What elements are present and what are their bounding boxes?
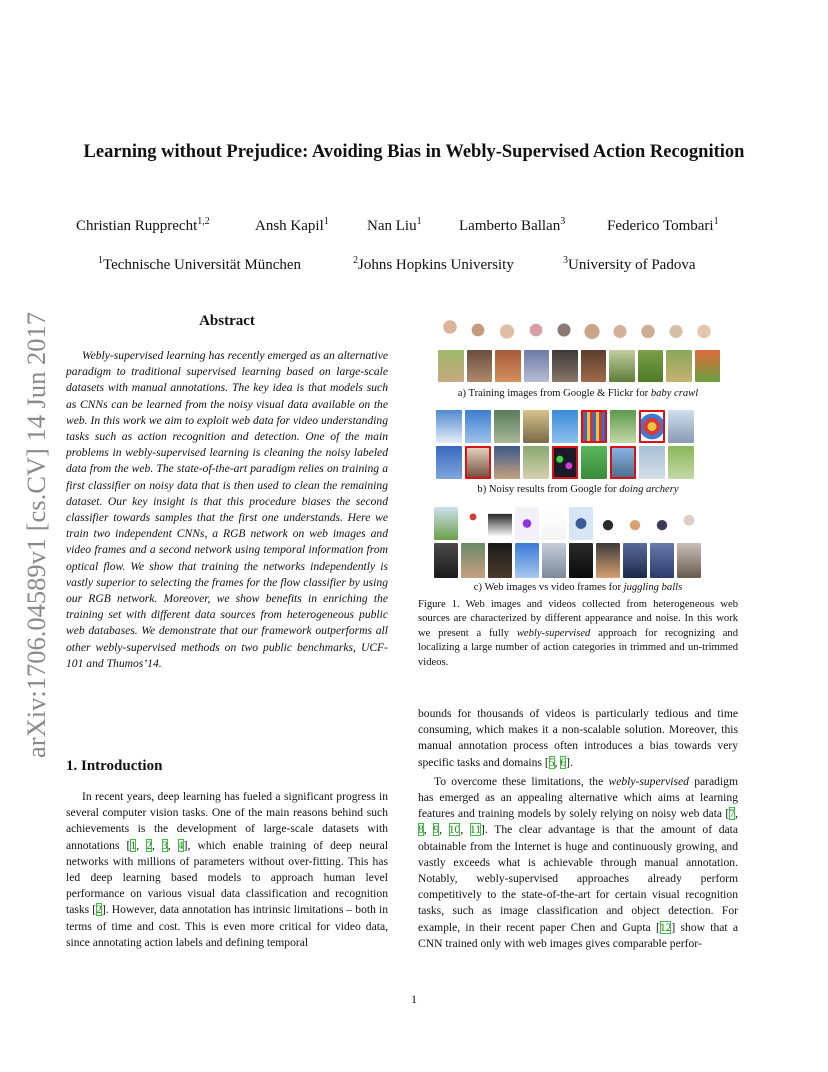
noisy-image-thumbnail	[552, 446, 578, 479]
image-thumbnail	[581, 446, 607, 479]
noisy-image-thumbnail	[581, 410, 607, 443]
image-thumbnail	[436, 446, 462, 479]
figure-1a-caption: a) Training images from Google & Flickr for baby crawl	[457, 388, 699, 399]
image-thumbnail	[552, 315, 576, 345]
image-thumbnail	[664, 315, 688, 345]
affiliation-1: $^1$Technische Universität München	[98, 255, 302, 273]
figure-1a-strip-bottom	[438, 350, 720, 382]
citation-link[interactable]: 8	[418, 823, 424, 837]
image-thumbnail	[608, 315, 632, 345]
author-3: Nan Liu$^1$	[367, 216, 422, 234]
paper-title: Learning without Prejudice: Avoiding Bias in Webly-Supervised Action Recognition	[83, 142, 745, 162]
citation-link[interactable]: 11	[469, 823, 482, 837]
citation-link[interactable]: 1	[130, 838, 137, 852]
image-thumbnail	[650, 507, 674, 540]
image-thumbnail	[438, 350, 464, 382]
citation-link[interactable]: 7	[729, 807, 736, 821]
noisy-image-thumbnail	[639, 410, 665, 443]
author-1: Christian Rupprecht$^{1,2}$	[76, 216, 210, 234]
author-5: Federico Tombari$^1$	[607, 216, 719, 234]
figure-1c-strip-bottom	[434, 543, 720, 578]
image-thumbnail	[610, 410, 636, 443]
image-thumbnail	[461, 507, 485, 540]
image-thumbnail	[467, 350, 493, 382]
image-thumbnail	[691, 315, 717, 345]
image-thumbnail	[677, 507, 701, 540]
image-thumbnail	[542, 543, 566, 578]
image-thumbnail	[635, 315, 661, 345]
author-list	[60, 218, 768, 238]
noisy-image-thumbnail	[610, 446, 636, 479]
image-thumbnail	[436, 410, 462, 443]
image-thumbnail	[465, 410, 491, 443]
image-thumbnail	[695, 350, 721, 382]
image-thumbnail	[523, 315, 549, 345]
author-4: Lamberto Ballan$^3$	[459, 216, 566, 234]
image-thumbnail	[542, 507, 566, 540]
image-thumbnail	[495, 350, 521, 382]
image-thumbnail	[569, 543, 593, 578]
right-paragraph-2: To overcome these limitations, the webly-supervised paradigm has emerged as an appealing alternative which aims at learning features and training models by solely relying on noisy web data [7, 8, 9, 10, 11]. The clear advantage is that the amount of data obtainable from the Internet is huge and continuously growing, and vastly exceeds what is achievable through manual annotation. Notably, webly-supervised approaches already perform competitively to the state-of-the-art for certain visual recognition tasks, such as image classification and object detection. For example, in their recent paper Chen and Gupta [12] show that a CNN trained only with web images gives comparable perfor-	[418, 774, 739, 950]
image-thumbnail	[523, 446, 549, 479]
image-thumbnail	[609, 350, 635, 382]
image-thumbnail	[465, 315, 491, 345]
image-thumbnail	[515, 543, 539, 578]
image-thumbnail	[552, 350, 578, 382]
citation-link[interactable]: 2	[96, 903, 102, 917]
intro-heading: 1. Introduction	[66, 758, 163, 774]
figure-1b-strip-top	[436, 410, 720, 443]
right-paragraph-1: bounds for thousands of videos is particularly tedious and time consuming, which makes it a non-scalable solution. Moreover, this manual annotation process often introduces a bias towards very specific tasks and domains [5, 6].	[418, 707, 738, 769]
image-thumbnail	[623, 543, 647, 578]
abstract-heading: Abstract	[199, 313, 255, 329]
citation-link[interactable]: 4	[177, 838, 184, 852]
image-thumbnail	[596, 507, 620, 540]
noisy-image-thumbnail	[465, 446, 491, 479]
image-thumbnail	[488, 543, 512, 578]
image-thumbnail	[552, 410, 578, 443]
affiliation-list	[60, 257, 768, 277]
image-thumbnail	[494, 315, 520, 345]
citation-link[interactable]: 9	[433, 823, 440, 837]
affiliation-3: $^3$University of Padova	[563, 255, 696, 273]
image-thumbnail	[677, 543, 701, 578]
image-thumbnail	[668, 410, 694, 443]
intro-paragraph: In recent years, deep learning has fueled a significant progress in several computer vision tasks. One of the main reasons behind such achievements is the development of large-scale datasets with annotations [1, 2, 3, 4], which enable training of deep neural networks with millions of parameters without over-fitting. This has led deep learning based models to approach human level performance on various visual data classification and recognition tasks [2]. However, data annotation has intrinsic limitations – both in terms of time and cost. This is even more critical for video data, since annotating action labels and defining temporal	[66, 790, 389, 949]
figure-1b-strip-bottom	[436, 446, 720, 479]
right-column-text	[418, 706, 738, 952]
image-thumbnail	[434, 543, 458, 578]
image-thumbnail	[515, 507, 539, 540]
image-thumbnail	[569, 507, 593, 540]
citation-link[interactable]: 2	[146, 838, 152, 852]
image-thumbnail	[638, 350, 664, 382]
citation-link[interactable]: 6	[560, 755, 567, 769]
image-thumbnail	[488, 507, 512, 540]
citation-link[interactable]: 5	[548, 755, 555, 769]
image-thumbnail	[461, 543, 485, 578]
image-thumbnail	[581, 350, 607, 382]
image-thumbnail	[494, 446, 520, 479]
image-thumbnail	[579, 315, 605, 345]
figure-1a-strip-top	[438, 315, 718, 345]
image-thumbnail	[639, 446, 665, 479]
citation-link[interactable]: 3	[162, 838, 168, 852]
citation-link[interactable]: 10	[448, 823, 461, 837]
affiliation-2: $^2$Johns Hopkins University	[353, 255, 514, 273]
image-thumbnail	[650, 543, 674, 578]
image-thumbnail	[494, 410, 520, 443]
image-thumbnail	[438, 315, 462, 345]
image-thumbnail	[623, 507, 647, 540]
abstract-text: Webly-supervised learning has recently emerged as an alternative paradigm to traditional supervised learning based on large-scale datasets with manual annotations. The key idea is that models such as CNNs can be learned from the noisy visual data available on the web. In this work we aim to exploit web data for video understanding tasks such as action recognition and detection. One of the main problems in webly-supervised learning is cleaning the noisy labeled data from the web. The state-of-the-art paradigm relies on training a first classifier on noisy data that is then used to clean the remaining dataset. Our key insight is that this procedure biases the second classifier towards samples that the first one understands. Here we train two independent CNNs, a RGB network on web images and video frames and a second network using temporal information from optical flow. We show that training the networks independently is vastly superior to selecting the frames for the flow classifier by using our RGB network. Moreover, we show benefits in enriching the training set with different data sources from heterogeneous public web databases. We demonstrate that our framework outperforms all other webly-supervised methods on two public benchmarks, UCF-101 and Thumos’14.	[66, 349, 388, 670]
image-thumbnail	[434, 507, 458, 540]
image-thumbnail	[668, 446, 694, 479]
arxiv-stamp: arXiv:1706.04589v1 [cs.CV] 14 Jun 2017	[21, 311, 51, 758]
figure-1c-strip-top	[434, 507, 720, 540]
citation-link[interactable]: 12	[659, 920, 672, 934]
image-thumbnail	[524, 350, 550, 382]
author-2: Ansh Kapil$^1$	[255, 216, 329, 234]
image-thumbnail	[596, 543, 620, 578]
figure-1c-caption: c) Web images vs video frames for juggling balls	[473, 582, 683, 593]
page-number: 1	[411, 992, 417, 1006]
figure-1-caption: Figure 1. Web images and videos collected from heterogeneous web sources are characterized by different appearance and noise. In this work we present a fully webly-supervised approach for recognizing and localizing a large number of action categories in trimmed and un-trimmed videos.	[418, 599, 738, 668]
image-thumbnail	[666, 350, 692, 382]
figure-1b-caption: b) Noisy results from Google for doing archery	[477, 484, 679, 495]
figure-1	[418, 312, 738, 597]
image-thumbnail	[523, 410, 549, 443]
